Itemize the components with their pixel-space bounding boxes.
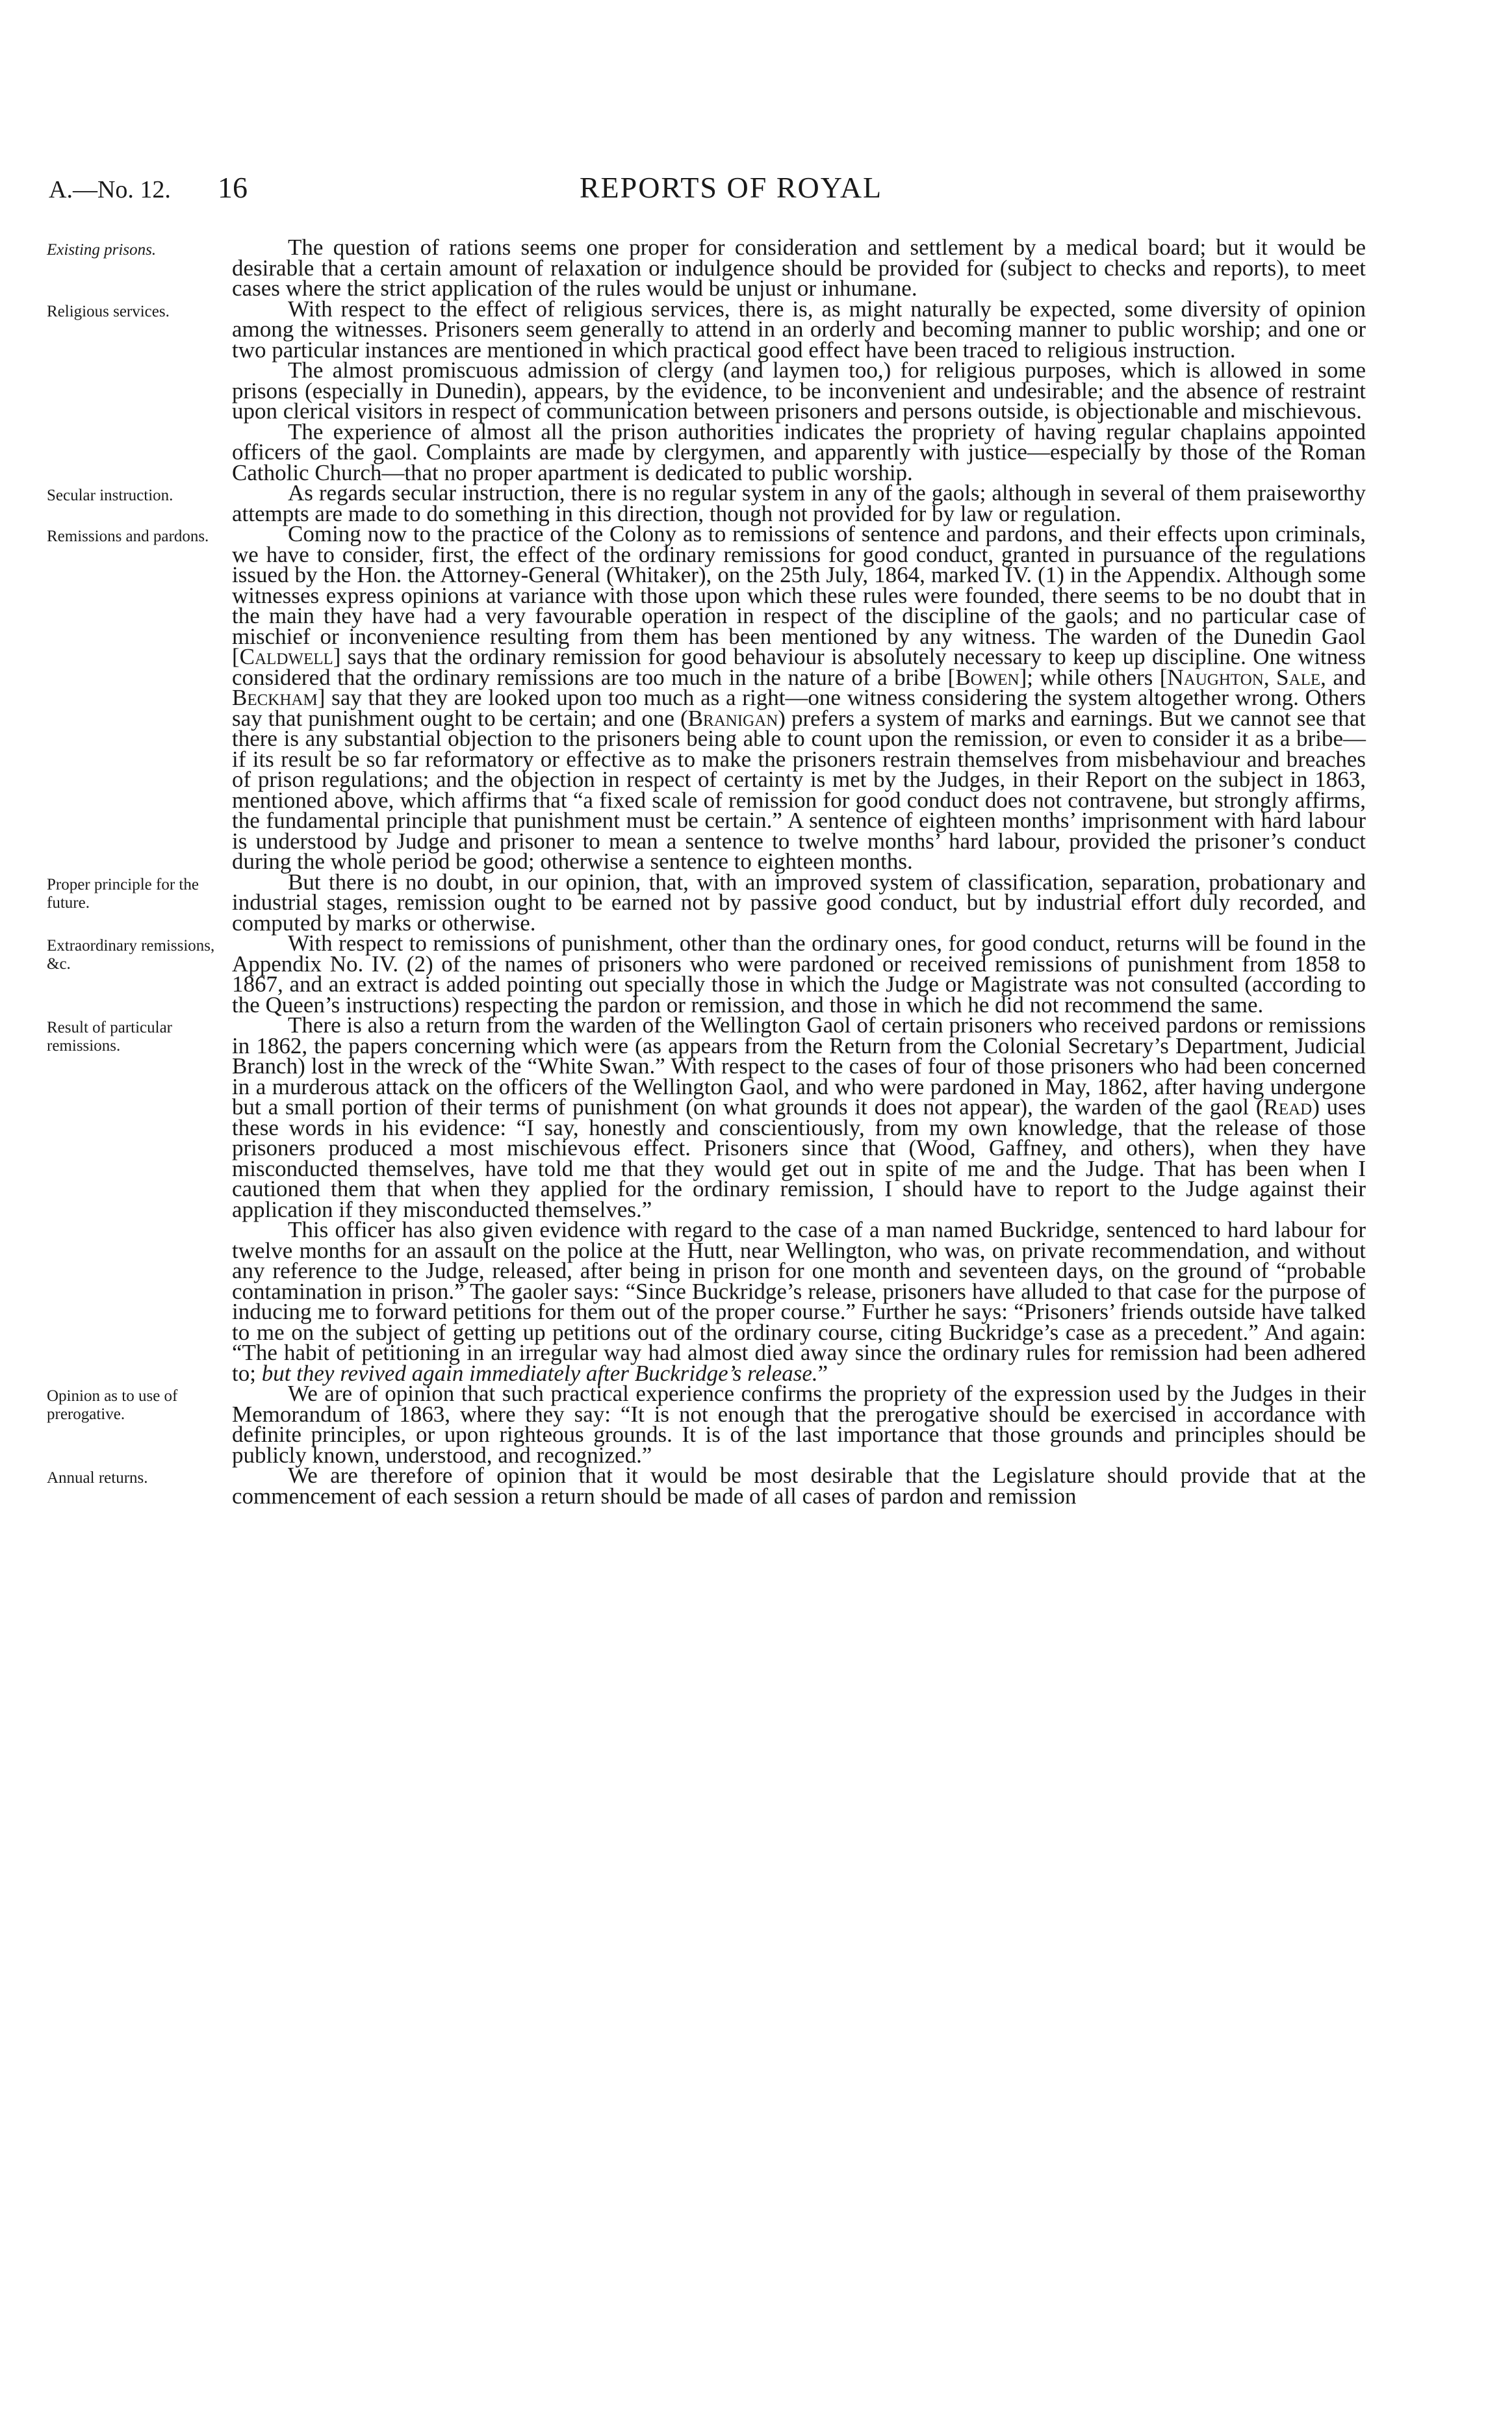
paragraph: The experience of almost all the prison authorities indicates the propriety of having regular chaplains appointed officers of the gaol. Complaints are made by clergymen, and apparently with justice—especially by those of the Roman Catholic Church—that no proper apartment is dedicated to public worship. — [232, 418, 1366, 485]
section-annual-returns — [47, 1463, 1366, 1509]
margin-note: Extraordinary remissions, &c. — [47, 937, 215, 973]
paper-reference: A.—No. 12. — [49, 176, 171, 203]
paragraph: We are of opinion that such practical experience confirms the propriety of the expression used by the Judges in their Memorandum of 1863, where they say: “It is not enough that the prerogative should be exercised in accordance with definite principles, or upon righteous grounds. It is of the last importance that those grounds and principles should be publicly known, understood, and recognized.” — [232, 1381, 1366, 1468]
section-secular-instruction — [47, 480, 1366, 526]
margin-note: Proper principle for the future. — [47, 875, 199, 912]
section-existing-prisons — [47, 237, 1366, 299]
page-number: 16 — [218, 171, 248, 204]
witness-name: Branigan — [687, 705, 778, 731]
paragraph: With respect to remissions of punishment, other than the ordinary ones, for good conduct, returns will be found in the Appendix No. IV. (2) of the names of prisoners who were pardoned or received remissions of punishment from 1858 to 1867, and an extract is added pointing out specially those in which the Judge or Magistrate was not consulted (according to the Queen’s instructions) respecting the pardon or remission, and those in which he did not recommend the same. — [232, 930, 1366, 1018]
witness-name: Read — [1263, 1094, 1313, 1120]
witness-name: Caldwell — [239, 644, 333, 669]
margin-note: Existing prisons. — [47, 241, 157, 259]
margin-note: Secular instruction. — [47, 487, 173, 504]
paragraph: There is also a return from the warden of the Wellington Gaol of certain prisoners who received pardons or remissions in 1862, the papers concerning which were (as appears from the Return from the Colonial Secretary’s Department, Judicial Branch) lost in the wreck of the “White Swan.” With respect to the cases of four of those prisoners who had been concerned in a murderous attack on the officers of the Wellington Gaol, and who were pardoned in May, 1862, after having undergone but a small portion of their terms of punishment (on what grounds it does not appear), the warden of the gaol (Read) uses these words in his evidence: “I say, honestly and conscientiously, from my own knowledge, that the release of those prisoners produced a most mischievous effect. Prisoners since that (Wood, Gaffney, and others), when they have misconducted themselves, have told me that they would get out in spite of me and the Judge. That has been when I cautioned them that when they applied for the ordinary remission, I should have to report to the Judge against their application if they misconducted themselves.” — [232, 1012, 1366, 1222]
witness-name: Naughton, Sale, — [1167, 664, 1326, 690]
emphasis: but they revived again immediately after Buckridge’s release. — [261, 1360, 818, 1386]
section-extraordinary-remissions — [47, 930, 1366, 1018]
paragraph: The almost promiscuous admission of clergy (and laymen too,) for religious purposes, which is allowed in some prisons (especially in Dunedin), appears, by the evidence, to be inconvenient and undesirable; and the absence of restraint upon clerical visitors in respect of communication between prisoners and persons outside, is objectionable and mischievous. — [232, 357, 1366, 424]
paragraph: As regards secular instruction, there is no regular system in any of the gaols; although in several of them praiseworthy attempts are made to do something in this direction, though not provided for by law or regulation. — [232, 480, 1366, 526]
section-proper-principle — [47, 869, 1366, 936]
margin-note: Opinion as to use of prerogative. — [47, 1387, 178, 1423]
paragraph: This officer has also given evidence with regard to the case of a man named Buckridge, sentenced to hard labour for twelve months for an assault on the police at the Hutt, near Wellington, who was, on private recommendation, and without any reference to the Judge, released, after being in prison for one month and seventeen days, on the ground of “probable contamination in prison.” The gaoler says: “Since Buckridge’s release, prisoners have alluded to that case for the purpose of inducing me to forward petitions for them out of the proper course.” Further he says: “Prisoners’ friends outside have talked to me on the subject of getting up petitions out of the ordinary course, citing Buckridge’s case as a precedent.” And again: “The habit of petitioning in an irregular way had almost died away since the ordinary rules for remission had been adhered to; but they revived again immediately after Buckridge’s release.” — [232, 1217, 1366, 1386]
section-religious-services — [47, 296, 1366, 485]
paragraph: Coming now to the practice of the Colony as to remissions of sentence and pardons, and their effects upon criminals, we have to consider, first, the effect of the ordinary remissions for good conduct, granted in pursuance of the regulations issued by the Hon. the Attorney-General (Whitaker), on the 25th July, 1864, marked IV. (1) in the Appendix. Although some witnesses express opinions at variance with those upon which these rules were founded, there seems to be no doubt that in the main they have had a very favourable operation in respect of the discipline of the gaols; and no particular case of mischief or inconvenience resulting from them has been mentioned by any witness. The warden of the Dunedin Gaol [Caldwell] says that the ordinary remission for good behaviour is absolutely necessary to keep up discipline. One witness considered that the ordinary remissions are too much in the nature of a bribe [Bowen]; while others [Naughton, Sale, and Beckham] say that they are looked upon too much as a right—one witness considering the system altogether wrong. Others say that punishment ought to be certain; and one (Branigan) prefers a system of marks and earnings. But we cannot see that there is any substantial objection to the prisoners being able to count upon the remission, or even to consider it as a bribe—if its result be so far reformatory or effective as to make the prisoners restrain themselves from misbehaviour and breaches of prison regulations; and the objection in respect of certainty is met by the Judges, in their Report on the subject in 1863, mentioned above, which affirms that “a fixed scale of remission for good conduct does not contravene, but strongly affirms, the fundamental principle that punishment must be certain.” A sentence of eighteen months’ imprisonment with hard labour is understood by Judge and prisoner to mean a sentence to twelve months’ hard labour, provided the prisoner’s conduct during the whole period be good; otherwise a sentence to eighteen months. — [232, 521, 1366, 874]
page-header — [49, 170, 1361, 209]
witness-name: Bowen — [955, 664, 1019, 690]
paragraph: We are therefore of opinion that it would be most desirable that the Legislature should provide that at the commencement of each session a return should be made of all cases of pardon and remission — [232, 1463, 1366, 1509]
margin-note: Religious services. — [47, 302, 170, 320]
margin-note: Remissions and pardons. — [47, 528, 209, 545]
margin-note: Result of particular remissions. — [47, 1019, 172, 1055]
paragraph: But there is no doubt, in our opinion, that, with an improved system of classification, separation, probationary and industrial stages, remission ought to be earned not by passive good conduct, but by industrial effort duly recorded, and computed by marks or otherwise. — [232, 869, 1366, 936]
section-remissions-and-pardons — [47, 521, 1366, 874]
paragraph: The question of rations seems one proper for consideration and settlement by a medical board; but it would be desirable that a certain amount of relaxation or indulgence should be provided for (subject to checks and reports), to meet cases where the strict application of the rules would be unjust or inhumane. — [232, 235, 1366, 301]
document-body — [47, 235, 1366, 1509]
section-prerogative — [47, 1381, 1366, 1468]
section-result-of-remissions — [47, 1012, 1366, 1386]
paragraph: With respect to the effect of religious services, there is, as might naturally be expected, some diversity of opinion among the witnesses. Prisoners seem generally to attend in an orderly and becoming manner to public worship; and one or two particular instances are mentioned in which practical good effect have been traced to religious instruction. — [232, 296, 1366, 363]
running-title: REPORTS OF ROYAL — [579, 171, 883, 204]
witness-name: Beckham — [232, 685, 318, 710]
margin-note: Annual returns. — [47, 1469, 148, 1487]
